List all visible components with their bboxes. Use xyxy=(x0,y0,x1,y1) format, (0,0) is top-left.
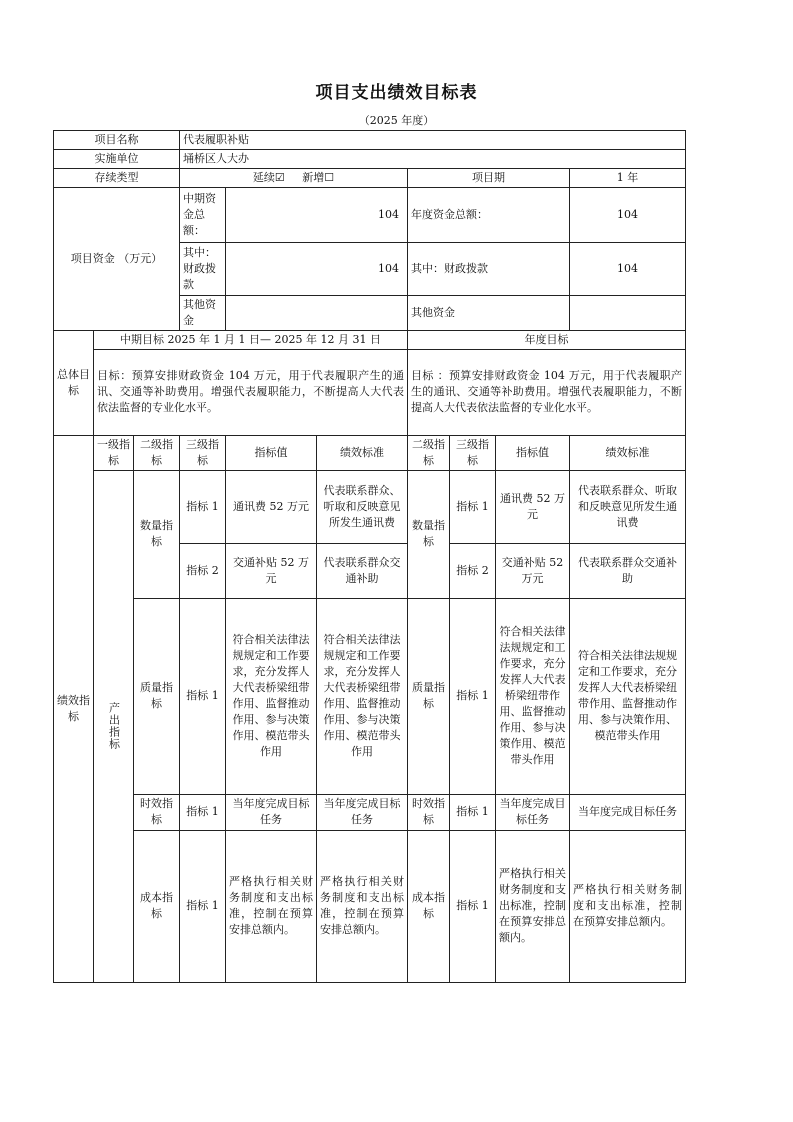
overall-goal-label: 总体目标 xyxy=(54,330,94,435)
quantity-indicator-label: 数量指标 xyxy=(134,470,180,598)
annual-fiscal-value: 104 xyxy=(570,242,686,295)
annual-timeliness-lvl3: 指标 1 xyxy=(450,794,496,830)
cost-indicator-label: 成本指标 xyxy=(134,830,180,982)
performance-table xyxy=(53,130,686,983)
unit-value: 埇桥区人大办 xyxy=(180,149,686,168)
annual-quality-value: 符合相关法律法规规定和工作要求，充分发挥人大代表桥梁纽带作用、监督推动作用、参与决策作用、模范带头作用 xyxy=(496,598,570,794)
annual-quality-standard: 符合相关法律法规规定和工作要求，充分发挥人大代表桥梁纽带作用、监督推动作用、参与决策作用、模范带头作用 xyxy=(570,598,686,794)
header-annual-value: 指标值 xyxy=(496,435,570,470)
annual-quantity-1-standard: 代表联系群众、听取和反映意见所发生通讯费 xyxy=(570,470,686,543)
mid-other-value xyxy=(226,295,408,330)
period-label: 项目期 xyxy=(408,168,570,187)
annual-quantity-1-value: 通讯费 52 万元 xyxy=(496,470,570,543)
mid-goal-text: 目标：预算安排财政资金 104 万元，用于代表履职产生的通讯、交通等补助费用。增强代表履职能力，不断提高人大代表依法监督的专业化水平。 xyxy=(94,349,408,435)
page-subtitle: （2025 年度） xyxy=(358,114,435,127)
mid-other-label: 其他资金 xyxy=(180,295,226,330)
page-title: 项目支出绩效目标表 xyxy=(315,83,478,103)
annual-fiscal-label: 其中：财政拨款 xyxy=(408,242,570,295)
annual-total-label: 年度资金总额： xyxy=(408,187,570,242)
header-lvl1: 一级指标 xyxy=(94,435,134,470)
quantity-2-value: 交通补贴 52 万元 xyxy=(226,543,317,598)
mid-fiscal-label: 其中：财政拨款 xyxy=(180,242,226,295)
annual-quantity-2-value: 交通补贴 52 万元 xyxy=(496,543,570,598)
header-annual-lvl2: 二级指标 xyxy=(408,435,450,470)
quantity-1-standard: 代表联系群众、听取和反映意见所发生通讯费 xyxy=(317,470,408,543)
annual-quantity-2-standard: 代表联系群众交通补助 xyxy=(570,543,686,598)
cost-standard: 严格执行相关财务制度和支出标准，控制在预算安排总额内。 xyxy=(317,830,408,982)
quality-lvl3: 指标 1 xyxy=(180,598,226,794)
quality-indicator-label: 质量指标 xyxy=(134,598,180,794)
annual-total-value: 104 xyxy=(570,187,686,242)
annual-cost-indicator-label: 成本指标 xyxy=(408,830,450,982)
annual-quantity-indicator-label: 数量指标 xyxy=(408,470,450,598)
mid-total-label: 中期资金总额： xyxy=(180,187,226,242)
annual-goal-header: 年度目标 xyxy=(408,330,686,349)
annual-cost-lvl3: 指标 1 xyxy=(450,830,496,982)
timeliness-indicator-label: 时效指标 xyxy=(134,794,180,830)
annual-other-value xyxy=(570,295,686,330)
annual-quantity-2-lvl3: 指标 2 xyxy=(450,543,496,598)
period-value: 1 年 xyxy=(570,168,686,187)
annual-timeliness-indicator-label: 时效指标 xyxy=(408,794,450,830)
mid-fiscal-value: 104 xyxy=(226,242,408,295)
type-value xyxy=(180,168,408,187)
cost-value: 严格执行相关财务制度和支出标准，控制在预算安排总额内。 xyxy=(226,830,317,982)
annual-other-label: 其他资金 xyxy=(408,295,570,330)
quantity-2-lvl3: 指标 2 xyxy=(180,543,226,598)
output-indicator-label xyxy=(94,470,134,982)
mid-total-value: 104 xyxy=(226,187,408,242)
timeliness-value: 当年度完成目标任务 xyxy=(226,794,317,830)
mid-goal-header: 中期目标 2025 年 1 月 1 日— 2025 年 12 月 31 日 xyxy=(94,330,408,349)
project-name-value: 代表履职补贴 xyxy=(180,131,686,150)
header-lvl3: 三级指标 xyxy=(180,435,226,470)
unit-label: 实施单位 xyxy=(54,149,180,168)
timeliness-lvl3: 指标 1 xyxy=(180,794,226,830)
type-label: 存续类型 xyxy=(54,168,180,187)
quality-standard: 符合相关法律法规规定和工作要求，充分发挥人大代表桥梁纽带作用、监督推动作用、参与决策作用、模范带头作用 xyxy=(317,598,408,794)
header-lvl2: 二级指标 xyxy=(134,435,180,470)
annual-quality-indicator-label: 质量指标 xyxy=(408,598,450,794)
annual-timeliness-value: 当年度完成目标任务 xyxy=(496,794,570,830)
annual-goal-text: 目标 ：预算安排财政资金 104 万元，用于代表履职产生的通讯、交通等补助费用。增强代表履职能力，不断提高人大代表依法监督的专业化水平。 xyxy=(408,349,686,435)
annual-quality-lvl3: 指标 1 xyxy=(450,598,496,794)
header-annual-standard: 绩效标准 xyxy=(570,435,686,470)
output-indicator-text: 产出指标 xyxy=(107,702,121,751)
quantity-1-lvl3: 指标 1 xyxy=(180,470,226,543)
perf-label: 绩效指标 xyxy=(54,435,94,982)
type-continue-checkbox: 延续☑ xyxy=(252,170,285,184)
fund-label: 项目资金 （万元） xyxy=(54,187,180,330)
header-standard: 绩效标准 xyxy=(317,435,408,470)
annual-timeliness-standard: 当年度完成目标任务 xyxy=(570,794,686,830)
header-value: 指标值 xyxy=(226,435,317,470)
annual-quantity-1-lvl3: 指标 1 xyxy=(450,470,496,543)
quantity-1-value: 通讯费 52 万元 xyxy=(226,470,317,543)
quality-value: 符合相关法律法规规定和工作要求，充分发挥人大代表桥梁纽带作用、监督推动作用、参与决策作用、模范带头作用 xyxy=(226,598,317,794)
header-annual-lvl3: 三级指标 xyxy=(450,435,496,470)
annual-cost-standard: 严格执行相关财务制度和支出标准，控制在预算安排总额内。 xyxy=(570,830,686,982)
project-name-label: 项目名称 xyxy=(54,131,180,150)
cost-lvl3: 指标 1 xyxy=(180,830,226,982)
type-new-checkbox: 新增☐ xyxy=(302,170,335,184)
timeliness-standard: 当年度完成目标任务 xyxy=(317,794,408,830)
annual-cost-value: 严格执行相关财务制度和支出标准，控制在预算安排总额内。 xyxy=(496,830,570,982)
quantity-2-standard: 代表联系群众交通补助 xyxy=(317,543,408,598)
